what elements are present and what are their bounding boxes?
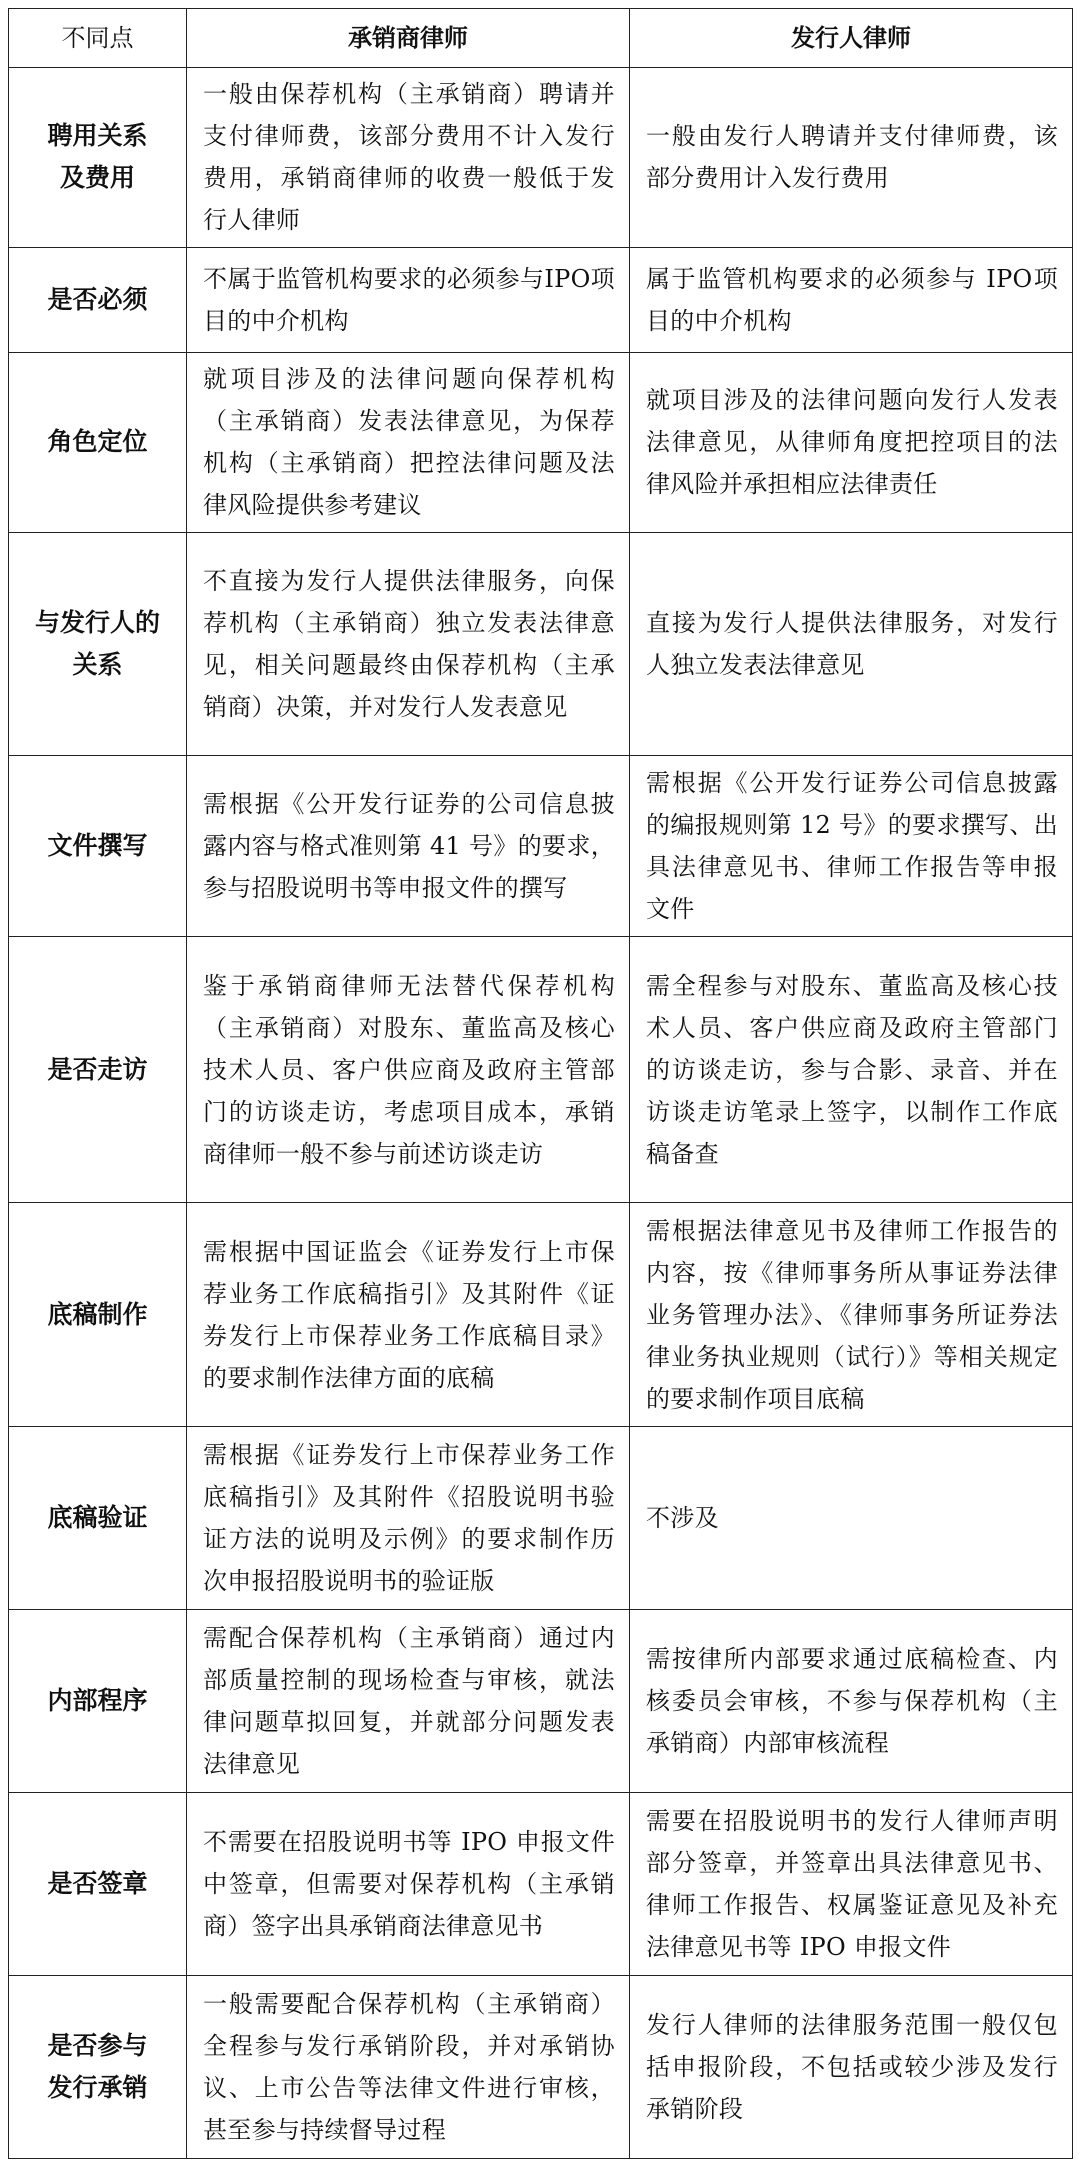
underwriter-cell: 需根据中国证监会《证券发行上市保荐业务工作底稿指引》及其附件《证券发行上市保荐业务工作底稿目录》的要求制作法律方面的底稿 — [187, 1203, 630, 1427]
issuer-cell: 一般由发行人聘请并支付律师费，该部分费用计入发行费用 — [630, 68, 1073, 248]
header-underwriter-lawyer: 承销商律师 — [187, 9, 630, 68]
row-label: 是否走访 — [9, 937, 187, 1203]
row-label: 内部程序 — [9, 1610, 187, 1793]
table-row — [9, 1610, 1073, 1793]
table-row — [9, 1792, 1073, 1975]
issuer-cell: 需根据《公开发行证券公司信息披露的编报规则第 12 号》的要求撰写、出具法律意见书、律师工作报告等申报文件 — [630, 756, 1073, 937]
underwriter-cell: 需配合保荐机构（主承销商）通过内部质量控制的现场检查与审核，就法律问题草拟回复，并就部分问题发表法律意见 — [187, 1610, 630, 1793]
issuer-cell: 需按律所内部要求通过底稿检查、内核委员会审核，不参与保荐机构（主承销商）内部审核流程 — [630, 1610, 1073, 1793]
underwriter-cell: 需根据《证券发行上市保荐业务工作底稿指引》及其附件《招股说明书验证方法的说明及示例》的要求制作历次申报招股说明书的验证版 — [187, 1427, 630, 1610]
table-row — [9, 1203, 1073, 1427]
table-row — [9, 247, 1073, 352]
row-label: 是否必须 — [9, 247, 187, 352]
row-label-text: 与发行人的关系 — [34, 607, 160, 679]
underwriter-cell: 不需要在招股说明书等 IPO 申报文件中签章，但需要对保荐机构（主承销商）签字出具承销商法律意见书 — [187, 1792, 630, 1975]
lawyer-comparison-table — [8, 8, 1073, 2159]
table-row — [9, 756, 1073, 937]
issuer-cell: 就项目涉及的法律问题向发行人发表法律意见，从律师角度把控项目的法律风险并承担相应法律责任 — [630, 352, 1073, 532]
row-label — [9, 532, 187, 756]
table-row — [9, 352, 1073, 532]
issuer-cell: 属于监管机构要求的必须参与 IPO项目的中介机构 — [630, 247, 1073, 352]
row-label-text: 是否参与发行承销 — [47, 2030, 148, 2102]
underwriter-cell: 不直接为发行人提供法律服务，向保荐机构（主承销商）独立发表法律意见，相关问题最终由保荐机构（主承销商）决策，并对发行人发表意见 — [187, 532, 630, 756]
table-row — [9, 532, 1073, 756]
row-label-text: 聘用关系及费用 — [47, 121, 148, 193]
underwriter-cell: 一般由保荐机构（主承销商）聘请并支付律师费，该部分费用不计入发行费用，承销商律师的收费一般低于发行人律师 — [187, 68, 630, 248]
table-row — [9, 68, 1073, 248]
comparison-table-wrapper — [8, 8, 1072, 2159]
row-label: 文件撰写 — [9, 756, 187, 937]
header-difference: 不同点 — [9, 9, 187, 68]
row-label: 底稿制作 — [9, 1203, 187, 1427]
issuer-cell: 不涉及 — [630, 1427, 1073, 1610]
table-row — [9, 937, 1073, 1203]
underwriter-cell: 不属于监管机构要求的必须参与IPO项目的中介机构 — [187, 247, 630, 352]
issuer-cell: 直接为发行人提供法律服务，对发行人独立发表法律意见 — [630, 532, 1073, 756]
row-label: 底稿验证 — [9, 1427, 187, 1610]
issuer-cell: 需根据法律意见书及律师工作报告的内容，按《律师事务所从事证券法律业务管理办法》、《律师事务所证券法律业务执业规则（试行）》等相关规定的要求制作项目底稿 — [630, 1203, 1073, 1427]
row-label — [9, 68, 187, 248]
table-header-row — [9, 9, 1073, 68]
table-row — [9, 1427, 1073, 1610]
underwriter-cell: 就项目涉及的法律问题向保荐机构（主承销商）发表法律意见，为保荐机构（主承销商）把控法律问题及法律风险提供参考建议 — [187, 352, 630, 532]
issuer-cell: 需全程参与对股东、董监高及核心技术人员、客户供应商及政府主管部门的访谈走访，参与合影、录音、并在访谈走访笔录上签字，以制作工作底稿备查 — [630, 937, 1073, 1203]
issuer-cell: 需要在招股说明书的发行人律师声明部分签章，并签章出具法律意见书、律师工作报告、权属鉴证意见及补充法律意见书等 IPO 申报文件 — [630, 1792, 1073, 1975]
underwriter-cell: 鉴于承销商律师无法替代保荐机构（主承销商）对股东、董监高及核心技术人员、客户供应商及政府主管部门的访谈走访，考虑项目成本，承销商律师一般不参与前述访谈走访 — [187, 937, 630, 1203]
underwriter-cell: 需根据《公开发行证券的公司信息披露内容与格式准则第 41 号》的要求，参与招股说明书等申报文件的撰写 — [187, 756, 630, 937]
header-issuer-lawyer: 发行人律师 — [630, 9, 1073, 68]
table-row — [9, 1975, 1073, 2158]
underwriter-cell: 一般需要配合保荐机构（主承销商）全程参与发行承销阶段，并对承销协议、上市公告等法律文件进行审核，甚至参与持续督导过程 — [187, 1975, 630, 2158]
row-label: 是否签章 — [9, 1792, 187, 1975]
issuer-cell: 发行人律师的法律服务范围一般仅包括申报阶段，不包括或较少涉及发行承销阶段 — [630, 1975, 1073, 2158]
row-label — [9, 1975, 187, 2158]
row-label: 角色定位 — [9, 352, 187, 532]
